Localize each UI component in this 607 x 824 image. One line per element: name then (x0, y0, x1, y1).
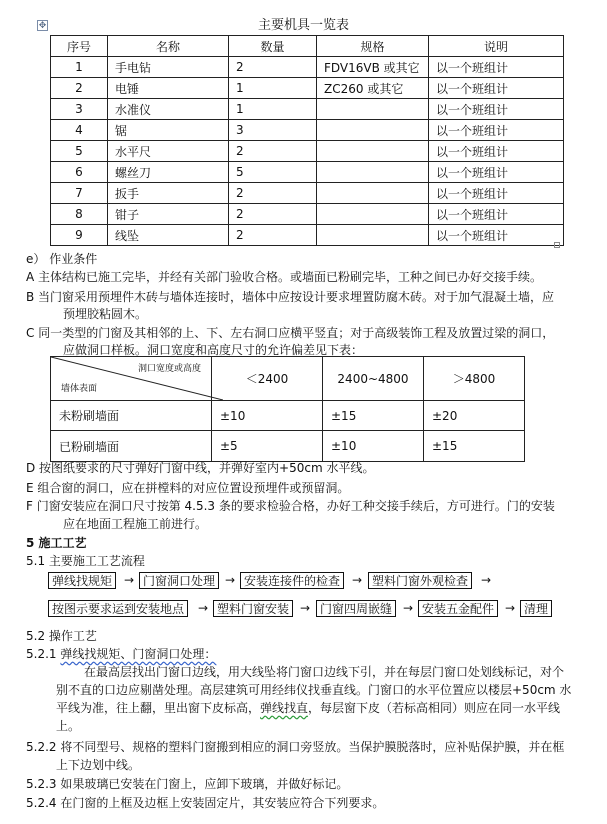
flow-step-6: 塑料门窗安装 (213, 600, 293, 617)
tolerance-row-label: 已粉刷墙面 (51, 431, 212, 462)
table-cell: 2 (51, 78, 108, 99)
table-cell: 3 (229, 120, 317, 141)
condition-a: A 主体结构已施工完毕，并经有关部门验收合格。或墙面已粉刷完毕，工种之间已办好交接手续。 (26, 270, 543, 284)
header-cell: 名称 (108, 36, 229, 57)
condition-e: E 组合窗的洞口，应在拼樘料的对应位置设预埋件或预留洞。 (26, 481, 350, 495)
section-5-2-1-title: 弹线找规矩、门窗洞口处理： (60, 647, 217, 661)
header-cell: 说明 (429, 36, 564, 57)
table-cell: FDV16VB 或其它 (317, 57, 429, 78)
table-cell: 扳手 (108, 183, 229, 204)
tolerance-cell: ±5 (212, 431, 323, 462)
table-cell: 3 (51, 99, 108, 120)
table-cell: 1 (229, 78, 317, 99)
tolerance-row-label: 未粉刷墙面 (51, 401, 212, 431)
table-cell: 6 (51, 162, 108, 183)
table-move-handle-icon[interactable]: ✥ (38, 21, 47, 31)
diagonal-header-top: 洞口宽度或高度 (137, 364, 201, 374)
flow-step-7: 门窗四周嵌缝 (316, 600, 396, 617)
table-cell: 以一个班组计 (429, 162, 564, 183)
flow-step-1: 弹线找规矩 (48, 572, 116, 589)
table-cell: 8 (51, 204, 108, 225)
tolerance-cell: ±10 (323, 431, 424, 462)
section-5-2-1-number: 5.2.1 (26, 647, 57, 661)
table-row (51, 183, 564, 204)
paragraph-5-2-1-line2: 别不直的口边应剔凿处理。高层建筑可用经纬仪找垂直线。门窗口的水平位置应以楼层+50cm 水 (56, 683, 572, 697)
table-cell: 以一个班组计 (429, 120, 564, 141)
table-cell (317, 162, 429, 183)
table-cell: 2 (229, 225, 317, 246)
header-cell: 规格 (317, 36, 429, 57)
table-cell: 以一个班组计 (429, 78, 564, 99)
paragraph-text-marked: 弹线找直 (260, 701, 309, 715)
table-cell: 以一个班组计 (429, 57, 564, 78)
table-cell: 9 (51, 225, 108, 246)
paragraph-5-2-4: 5.2.4 在门窗的上框及边框上安装固定片，其安装应符合下列要求。 (26, 796, 385, 810)
table-cell: ZC260 或其它 (317, 78, 429, 99)
condition-c-line2: 应做洞口样板。洞口宽度和高度尺寸的允许偏差见下表： (63, 343, 364, 357)
table-cell (317, 204, 429, 225)
paragraph-text: 平线为准，往上翻，里出窗下皮标高， (56, 701, 261, 715)
table-row (51, 162, 564, 183)
table-cell (317, 141, 429, 162)
tolerance-header-row (51, 357, 525, 401)
condition-f-line2: 应在地面工程施工前进行。 (63, 517, 208, 531)
table-cell: 以一个班组计 (429, 183, 564, 204)
table-header-row (51, 36, 564, 57)
flow-arrow-icon: → (124, 573, 135, 587)
section-5-2-title: 5.2 操作工艺 (26, 629, 97, 643)
section-5-2-1-heading (26, 645, 216, 662)
paragraph-5-2-1-line1: 在最高层找出门窗口边线，用大线坠将门窗口边线下引，并在每层门窗口处划线标记，对个 (84, 665, 565, 679)
tolerance-col-header: 2400~4800 (323, 357, 424, 401)
flow-step-4: 塑料门窗外观检查 (368, 572, 472, 589)
flow-arrow-icon: → (352, 573, 363, 587)
condition-b-line1: B 当门窗采用预埋件木砖与墙体连接时，墙体中应按设计要求埋置防腐木砖。对于加气混凝土墙，应 (26, 290, 555, 304)
table-cell: 电锤 (108, 78, 229, 99)
table-row (51, 99, 564, 120)
diagonal-header-bottom: 墙体表面 (61, 384, 98, 394)
condition-c-line1: C 同一类型的门窗及其相邻的上、下、左右洞口应横平竖直；对于高级装饰工程及放置过梁的洞口， (26, 326, 555, 340)
table-cell: 5 (229, 162, 317, 183)
flow-step-2: 门窗洞口处理 (139, 572, 219, 589)
flow-step-8: 安装五金配件 (418, 600, 498, 617)
table-row (51, 78, 564, 99)
equipment-table-title: 主要机具一览表 (257, 18, 349, 33)
table-cell: 以一个班组计 (429, 204, 564, 225)
table-cell: 2 (229, 204, 317, 225)
table-resize-handle-icon[interactable] (554, 242, 560, 248)
table-cell: 以一个班组计 (429, 225, 564, 246)
section-5-1-title: 5.1 主要施工工艺流程 (26, 554, 145, 568)
table-cell: 螺丝刀 (108, 162, 229, 183)
table-cell: 锯 (108, 120, 229, 141)
table-cell: 5 (51, 141, 108, 162)
flow-arrow-icon: → (198, 601, 209, 615)
table-cell (317, 183, 429, 204)
table-cell: 2 (229, 57, 317, 78)
table-row (51, 120, 564, 141)
condition-f-line1: F 门窗安装应在洞口尺寸按第 4.5.3 条的要求检验合格，办好工种交接手续后，方可进行。门的安装 (26, 499, 555, 513)
flow-step-3: 安装连接件的检查 (240, 572, 344, 589)
conditions-heading: e） 作业条件 (26, 252, 98, 266)
flow-step-9: 清理 (520, 600, 552, 617)
table-cell (317, 225, 429, 246)
table-cell: 线坠 (108, 225, 229, 246)
condition-b-line2: 预埋胶粘圆木。 (63, 307, 148, 321)
paragraph-5-2-2-line2: 上下边划中线。 (56, 758, 141, 772)
table-cell: 以一个班组计 (429, 99, 564, 120)
paragraph-5-2-1-line4: 上。 (56, 719, 81, 733)
flow-arrow-icon: → (403, 601, 414, 615)
tolerance-cell: ±15 (424, 431, 525, 462)
flow-arrow-icon: → (300, 601, 311, 615)
tolerance-col-header: ＞4800 (424, 357, 525, 401)
flow-arrow-icon: → (505, 601, 516, 615)
tolerance-row (51, 401, 525, 431)
flow-arrow-icon: → (225, 573, 236, 587)
table-cell: 手电钻 (108, 57, 229, 78)
table-cell: 钳子 (108, 204, 229, 225)
paragraph-text: ，每层窗下皮（若标高相同）则应在同一水平线 (308, 701, 561, 715)
equipment-table (50, 35, 564, 246)
tolerance-row (51, 431, 525, 462)
tolerance-col-header: ＜2400 (212, 357, 323, 401)
table-cell: 水准仪 (108, 99, 229, 120)
table-row (51, 225, 564, 246)
paragraph-5-2-3: 5.2.3 如果玻璃已安装在门窗上，应卸下玻璃，并做好标记。 (26, 777, 349, 791)
table-cell: 2 (229, 141, 317, 162)
table-cell: 7 (51, 183, 108, 204)
tolerance-cell: ±10 (212, 401, 323, 431)
condition-d: D 按图纸要求的尺寸弹好门窗中线，并弹好室内+50cm 水平线。 (26, 461, 375, 475)
flow-step-5: 按图示要求运到安装地点 (48, 600, 188, 617)
paragraph-5-2-1-line3 (56, 699, 560, 716)
header-cell: 数量 (229, 36, 317, 57)
table-cell (317, 99, 429, 120)
tolerance-table (50, 356, 525, 462)
section-5-title: 5 施工工艺 (26, 536, 87, 550)
diagonal-header-cell (51, 357, 212, 401)
table-row (51, 141, 564, 162)
table-cell: 4 (51, 120, 108, 141)
header-cell: 序号 (51, 36, 108, 57)
table-cell (317, 120, 429, 141)
table-row (51, 204, 564, 225)
table-row (51, 57, 564, 78)
table-cell: 1 (51, 57, 108, 78)
tolerance-cell: ±20 (424, 401, 525, 431)
flow-arrow-icon: → (481, 573, 492, 587)
table-cell: 水平尺 (108, 141, 229, 162)
table-cell: 2 (229, 183, 317, 204)
table-cell: 1 (229, 99, 317, 120)
paragraph-5-2-2-line1: 5.2.2 将不同型号、规格的塑料门窗搬到相应的洞口旁竖放。当保护膜脱落时，应补贴保护膜，并在框 (26, 740, 565, 754)
tolerance-cell: ±15 (323, 401, 424, 431)
table-cell: 以一个班组计 (429, 141, 564, 162)
